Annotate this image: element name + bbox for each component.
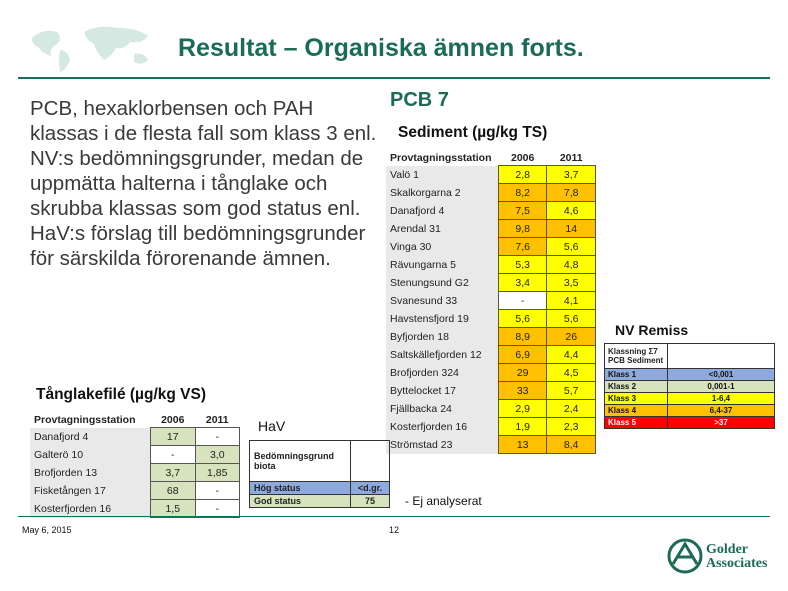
table-header-row: [30, 412, 240, 428]
value-2011-cell: 7,8: [547, 184, 596, 202]
sediment-title: Sediment (µg/kg TS): [398, 124, 548, 141]
value-2006-cell: 3,7: [151, 464, 195, 482]
station-cell: Brofjorden 324: [390, 366, 459, 379]
hav-header-line-1: Bedömningsgrund: [254, 451, 334, 461]
table-row: [386, 346, 596, 364]
nv-range-cell: 6,4-37: [668, 405, 775, 417]
table-row: [386, 220, 596, 238]
value-2011-cell: 1,85: [195, 464, 240, 482]
value-2006-cell: 13: [498, 436, 547, 454]
nv-class-cell: Klass 5: [605, 417, 668, 429]
hav-value-cell: <d.gr.: [351, 482, 390, 495]
hav-label-cell: Hög status: [250, 482, 351, 495]
nv-remiss-title: NV Remiss: [615, 322, 689, 338]
station-cell: Strömstad 23: [390, 438, 453, 451]
table-row: [30, 446, 240, 464]
column-header: 2011: [195, 412, 240, 428]
value-2011-cell: 4,1: [547, 292, 596, 310]
nv-row: [605, 393, 775, 405]
hav-header-line-2: biota: [254, 461, 276, 471]
logo-line-1: Golder: [706, 542, 748, 557]
value-2011-cell: 5,7: [547, 382, 596, 400]
nv-row: [605, 405, 775, 417]
table-row: [386, 274, 596, 292]
nv-header-blank: [668, 344, 775, 369]
value-2006-cell: 9,8: [498, 220, 547, 238]
value-2011-cell: 3,5: [547, 274, 596, 292]
column-header: 2006: [498, 150, 547, 166]
value-2006-cell: -: [498, 292, 547, 310]
value-2006-cell: 5,6: [498, 310, 547, 328]
station-cell: Havstensfjord 19: [390, 312, 469, 325]
table-row: [386, 202, 596, 220]
value-2011-cell: 2,3: [547, 418, 596, 436]
nv-range-cell: <0,001: [668, 369, 775, 381]
table-row: [386, 382, 596, 400]
value-2011-cell: 3,0: [195, 446, 240, 464]
column-header: Provtagningsstation: [30, 412, 151, 428]
table-row: [386, 418, 596, 436]
nv-row: [605, 417, 775, 429]
table-row: [386, 166, 596, 184]
station-cell: Svanesund 33: [390, 294, 458, 307]
nv-header-line-2: PCB Sediment: [608, 356, 664, 365]
value-2006-cell: 68: [151, 482, 195, 500]
value-2011-cell: 26: [547, 328, 596, 346]
station-cell: Rävungarna 5: [390, 258, 456, 271]
station-cell: Kosterfjorden 16: [34, 502, 112, 515]
nv-class-cell: Klass 4: [605, 405, 668, 417]
value-2006-cell: -: [151, 446, 195, 464]
value-2011-cell: -: [195, 500, 240, 518]
value-2011-cell: 14: [547, 220, 596, 238]
value-2011-cell: 5,6: [547, 310, 596, 328]
station-cell: Danafjord 4: [390, 204, 445, 217]
station-cell: Fjällbacka 24: [390, 402, 452, 415]
body-paragraph: PCB, hexaklorbensen och PAH klassas i de flesta fall som klass 3 enl. NV:s bedömningsgrunder, medan de uppmätta halterna i tånglake och skrubba klassas som god status enl. HaV:s förslag till bedömningsgrunder för särskilda förorenande ämnen.: [30, 97, 377, 270]
station-cell: Valö 1: [390, 168, 419, 181]
table-row: [386, 238, 596, 256]
golder-logo-icon: [667, 538, 703, 574]
value-2006-cell: 17: [151, 428, 195, 446]
table-row: [386, 328, 596, 346]
value-2011-cell: -: [195, 482, 240, 500]
filet-title: Tånglakefilé (µg/kg VS): [36, 386, 206, 403]
table-row: [386, 400, 596, 418]
value-2006-cell: 33: [498, 382, 547, 400]
table-row: [386, 292, 596, 310]
slide-title: Resultat – Organiska ämnen forts.: [178, 34, 584, 62]
value-2006-cell: 29: [498, 364, 547, 382]
value-2011-cell: 2,4: [547, 400, 596, 418]
hav-table: [249, 440, 390, 508]
table-row: [30, 464, 240, 482]
hav-header-cell: [250, 441, 351, 482]
column-header: 2011: [547, 150, 596, 166]
filet-table: [30, 412, 240, 518]
value-2006-cell: 7,5: [498, 202, 547, 220]
footer-date: May 6, 2015: [22, 525, 72, 535]
value-2006-cell: 8,9: [498, 328, 547, 346]
nv-range-cell: >37: [668, 417, 775, 429]
nv-header-line-1: Klassning Σ7: [608, 347, 658, 356]
nv-class-cell: Klass 1: [605, 369, 668, 381]
nv-range-cell: 0,001-1: [668, 381, 775, 393]
value-2011-cell: 5,6: [547, 238, 596, 256]
hav-value-cell: 75: [351, 495, 390, 508]
nv-remiss-table: [604, 343, 775, 429]
station-cell: Brofjorden 13: [34, 466, 98, 479]
value-2006-cell: 5,3: [498, 256, 547, 274]
value-2006-cell: 3,4: [498, 274, 547, 292]
station-cell: Byfjorden 18: [390, 330, 449, 343]
value-2006-cell: 1,5: [151, 500, 195, 518]
station-cell: Kosterfjorden 16: [390, 420, 468, 433]
table-row: [386, 364, 596, 382]
hav-label-cell: God status: [250, 495, 351, 508]
station-cell: Galterö 10: [34, 448, 84, 461]
footer-divider: [18, 516, 770, 517]
hav-row: [250, 495, 390, 508]
table-row: [30, 500, 240, 518]
column-header: Provtagningsstation: [386, 150, 498, 166]
hav-row: [250, 482, 390, 495]
golder-logo: [706, 543, 767, 571]
table-row: [30, 428, 240, 446]
station-cell: Skalkorgarna 2: [390, 186, 461, 199]
sediment-table: [386, 150, 596, 454]
table-header-row: [386, 150, 596, 166]
page-number: 12: [389, 525, 400, 535]
station-cell: Danafjord 4: [34, 430, 89, 443]
nv-class-cell: Klass 2: [605, 381, 668, 393]
hav-title: HaV: [258, 418, 286, 434]
value-2011-cell: -: [195, 428, 240, 446]
value-2011-cell: 8,4: [547, 436, 596, 454]
world-map-icon: [22, 20, 172, 75]
nv-row: [605, 381, 775, 393]
table-row: [30, 482, 240, 500]
hav-header-blank: [351, 441, 390, 482]
nv-range-cell: 1-6,4: [668, 393, 775, 405]
value-2011-cell: 4,6: [547, 202, 596, 220]
value-2006-cell: 1,9: [498, 418, 547, 436]
table-row: [386, 184, 596, 202]
table-row: [386, 310, 596, 328]
station-cell: Arendal 31: [390, 222, 441, 235]
value-2006-cell: 7,6: [498, 238, 547, 256]
station-cell: Saltskällefjorden 12: [390, 348, 482, 361]
column-header: 2006: [151, 412, 195, 428]
value-2011-cell: 4,5: [547, 364, 596, 382]
nv-row: [605, 369, 775, 381]
logo-line-2: Associates: [706, 556, 768, 571]
value-2006-cell: 8,2: [498, 184, 547, 202]
value-2011-cell: 4,8: [547, 256, 596, 274]
station-cell: Vinga 30: [390, 240, 432, 253]
value-2006-cell: 6,9: [498, 346, 547, 364]
hav-header-row: [250, 441, 390, 482]
station-cell: Fisketången 17: [34, 484, 106, 497]
value-2011-cell: 4,4: [547, 346, 596, 364]
nv-header-cell: [605, 344, 668, 369]
station-cell: Stenungsund G2: [390, 276, 469, 289]
nv-header-row: [605, 344, 775, 369]
value-2011-cell: 3,7: [547, 166, 596, 184]
table-row: [386, 256, 596, 274]
station-cell: Byttelocket 17: [390, 384, 456, 397]
pcb-heading: PCB 7: [390, 89, 449, 111]
nv-class-cell: Klass 3: [605, 393, 668, 405]
table-row: [386, 436, 596, 454]
value-2006-cell: 2,9: [498, 400, 547, 418]
value-2006-cell: 2,8: [498, 166, 547, 184]
legend-note: - Ej analyserat: [405, 494, 482, 508]
